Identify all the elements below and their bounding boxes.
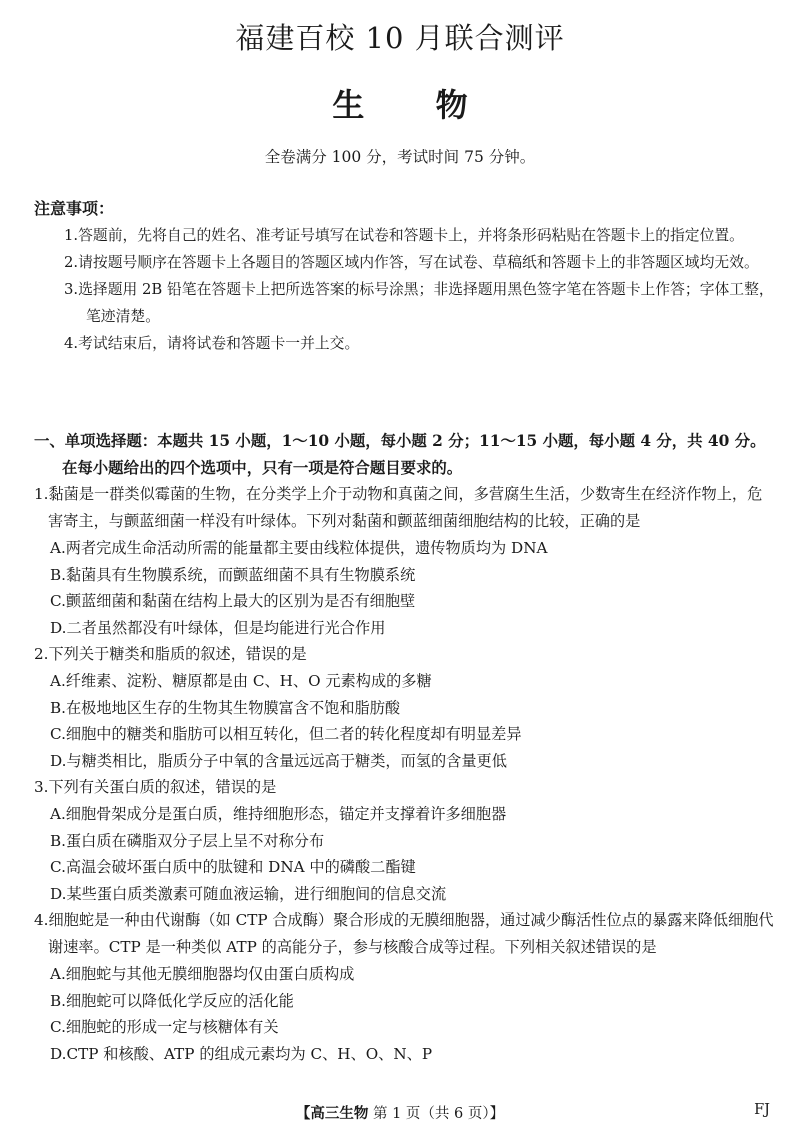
option-a: A.纤维素、淀粉、糖原都是由 C、H、O 元素构成的多糖 — [50, 672, 432, 690]
section-heading — [34, 428, 776, 482]
option-d: D.CTP 和核酸、ATP 的组成元素均为 C、H、O、N、P — [50, 1044, 433, 1063]
question-stem: 2.下列关于糖类和脂质的叙述，错误的是 — [34, 645, 307, 663]
option-c: C.颤蓝细菌和黏菌在结构上最大的区别为是否有细胞壁 — [50, 592, 416, 610]
option-a: A.两者完成生命活动所需的能量都主要由线粒体提供，遗传物质均为 DNA — [50, 539, 548, 557]
notice-item: 4.考试结束后，请将试卷和答题卡一并上交。 — [64, 335, 360, 352]
notice-item: 2.请按题号顺序在答题卡上各题目的答题区域内作答，写在试卷、草稿纸和答题卡上的非答题区域均无效。 — [64, 254, 759, 271]
question-3 — [34, 774, 776, 907]
option-c: C.细胞蛇的形成一定与核糖体有关 — [50, 1018, 279, 1036]
exam-meta: 全卷满分 100 分，考试时间 75 分钟。 — [264, 148, 536, 166]
question-2 — [34, 641, 776, 774]
option-d: D.与糖类相比，脂质分子中氧的含量远远高于糖类，而氢的含量更低 — [50, 751, 507, 770]
option-a: A.细胞蛇与其他无膜细胞器均仅由蛋白质构成 — [50, 965, 355, 983]
footer-page-number: 第 1 页（共 6 页）】 — [372, 1106, 505, 1122]
question-stem: 1.黏菌是一群类似霉菌的生物，在分类学上介于动物和真菌之间，多营腐生生活，少数寄生在经济作物上，危害寄主，与颤蓝细菌一样没有叶绿体。下列对黏菌和颤蓝细菌细胞结构的比较，正确的是 — [34, 485, 763, 530]
section-line-1: 一、单项选择题：本题共 15 小题，1～10 小题，每小题 2 分；11～15 小题，每小题 4 分，共 40 分。 — [34, 432, 766, 450]
option-b: B.黏菌具有生物膜系统，而颤蓝细菌不具有生物膜系统 — [50, 565, 416, 584]
option-a: A.细胞骨架成分是蛋白质，维持细胞形态，锚定并支撑着许多细胞器 — [50, 805, 507, 823]
option-d: D.二者虽然都没有叶绿体，但是均能进行光合作用 — [50, 618, 386, 637]
question-4 — [34, 907, 776, 1067]
section-line-2: 在每小题给出的四个选项中，只有一项是符合题目要求的。 — [62, 459, 463, 477]
option-b: B.蛋白质在磷脂双分子层上呈不对称分布 — [50, 831, 325, 850]
footer-subject: 【高三生物 — [295, 1105, 369, 1122]
question-stem: 4.细胞蛇是一种由代谢酶（如 CTP 合成酶）聚合形成的无膜细胞器，通过减少酶活性位点的暴露来降低细胞代谢速率。CTP 是一种类似 ATP 的高能分子，参与核酸合成等过程。下列相关叙述错误的是 — [34, 911, 774, 956]
notice-list — [64, 222, 774, 357]
question-stem: 3.下列有关蛋白质的叙述，错误的是 — [34, 778, 277, 796]
option-b: B.细胞蛇可以降低化学反应的活化能 — [50, 991, 294, 1010]
option-b: B.在极地地区生存的生物其生物膜富含不饱和脂肪酸 — [50, 698, 401, 717]
question-list — [34, 481, 776, 1067]
footer-region-tag: FJ — [754, 1102, 770, 1118]
option-c: C.细胞中的糖类和脂肪可以相互转化，但二者的转化程度却有明显差异 — [50, 725, 522, 743]
exam-title: 福建百校 10 月联合测评 — [235, 21, 565, 55]
notice-item: 3.选择题用 2B 铅笔在答题卡上把所选答案的标号涂黑；非选择题用黑色签字笔在答题卡上作答；字体工整，笔迹清楚。 — [64, 281, 774, 325]
option-d: D.某些蛋白质类激素可随血液运输，进行细胞间的信息交流 — [50, 884, 447, 903]
page-footer — [0, 1102, 800, 1123]
subject-heading: 生 物 — [332, 86, 498, 124]
notice-heading: 注意事项： — [34, 199, 115, 218]
option-c: C.高温会破坏蛋白质中的肽键和 DNA 中的磷酸二酯键 — [50, 858, 416, 876]
notice-item: 1.答题前，先将自己的姓名、准考证号填写在试卷和答题卡上，并将条形码粘贴在答题卡上的指定位置。 — [64, 227, 744, 244]
question-1 — [34, 481, 776, 641]
